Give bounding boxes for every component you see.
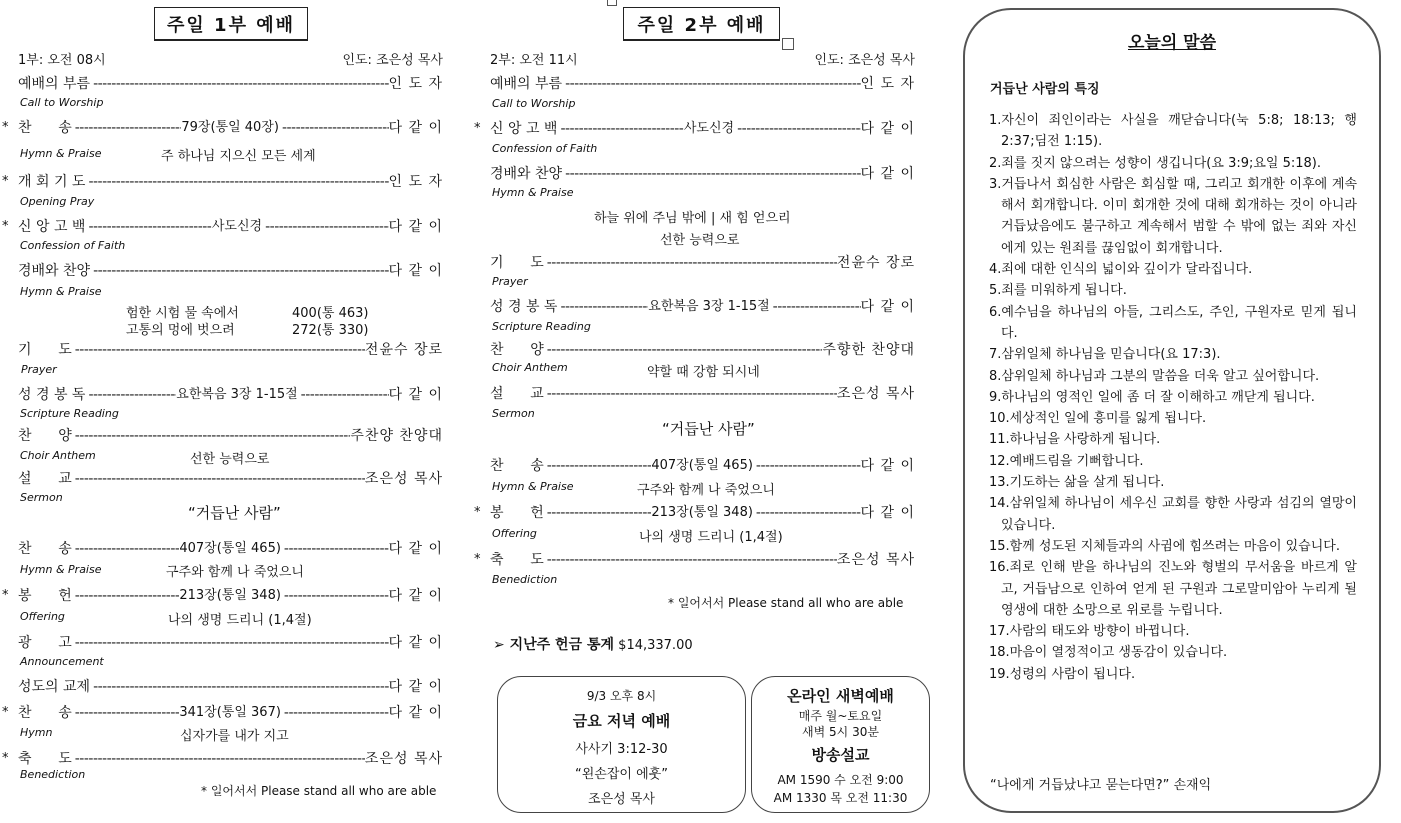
stand-marker: * (2, 219, 9, 234)
order-english-label: Benediction (492, 573, 558, 586)
order-label: 찬 송 (490, 458, 544, 474)
stand-marker: * (2, 120, 9, 135)
order-performer: 다 같 이 (388, 705, 443, 721)
offering-label: ➢ 지난주 헌금 통계 (493, 637, 615, 653)
service2-header (490, 49, 915, 68)
praise-song-1: 험한 시험 물 속에서 400(통 463) (126, 306, 369, 321)
order-label: 예배의 부름 (490, 76, 563, 92)
service2-order-row (490, 164, 915, 184)
order-detail: 213장(통일 348) (651, 505, 753, 520)
word-list-item: 13.기도하는 삶을 살게 됩니다. (989, 475, 1165, 491)
order-english-label: Hymn (20, 726, 53, 739)
order-sub-title: 구주와 함께 나 죽었으니 (637, 483, 775, 498)
service1-sermon-title: “거듭난 사람” (188, 504, 281, 522)
order-english-label: Benediction (20, 768, 86, 781)
stand-marker: * (2, 705, 9, 720)
leader-dashes (544, 456, 652, 476)
word-list-item: 5.죄를 미워하게 됩니다. (989, 283, 1127, 299)
order-label: 기 도 (490, 255, 544, 271)
friday-preacher: 조은성 목사 (588, 792, 655, 807)
leader-dashes (544, 503, 652, 523)
service1-order-row (18, 261, 443, 281)
leader-dashes (85, 217, 211, 237)
order-detail: 407장(통일 465) (179, 541, 281, 556)
order-performer: 전윤수 장로 (364, 342, 443, 358)
order-performer: 전윤수 장로 (836, 255, 915, 271)
friday-service-box (497, 676, 746, 813)
order-performer: 다 같 이 (860, 505, 915, 521)
word-quote: “나에게 거듭났냐고 묻는다면?” 손재익 (990, 778, 1212, 793)
leader-dashes (72, 118, 182, 138)
dawn-days: 매주 월~토요일 (798, 709, 883, 723)
word-list-item: 4.죄에 대한 인식의 넓이와 깊이가 달라집니다. (989, 262, 1253, 278)
service2-title: 주일 2부 예배 (623, 7, 780, 41)
order-performer: 주찬양 찬양대 (350, 428, 443, 444)
praise-song-2: 고통의 멍에 벗으려 272(통 330) (126, 323, 369, 338)
leader-dashes (544, 550, 837, 570)
service1-order-row (18, 385, 443, 405)
order-english-label: Scripture Reading (20, 407, 119, 420)
order-performer: 조은성 목사 (364, 751, 443, 767)
word-list-item: 12.예배드림을 기뻐합니다. (989, 453, 1144, 469)
order-performer: 다 같 이 (860, 166, 915, 182)
service2-sermon-title: “거듭난 사람” (662, 420, 755, 438)
service1-order-row (2, 217, 443, 237)
order-sub-title: 약할 때 강함 되시네 (647, 365, 760, 380)
leader-dashes (72, 469, 365, 489)
order-sub-title: 나의 생명 드리니 (1,4절) (639, 530, 783, 545)
order-performer: 다 같 이 (860, 299, 915, 315)
broadcast-title: 방송설교 (811, 746, 870, 764)
order-label: 찬 송 (18, 541, 72, 557)
order-performer: 다 같 이 (388, 387, 443, 403)
word-list-item: 15.함께 성도된 지체들과의 사귐에 힘쓰려는 마음이 있습니다. (989, 538, 1340, 554)
order-performer: 다 같 이 (388, 120, 444, 136)
word-list-item: 18.마음이 열정적이고 생동감이 있습니다. (989, 645, 1228, 661)
order-label: 찬 송 (18, 120, 72, 136)
order-label: 설 교 (18, 471, 72, 487)
leader-dashes (557, 119, 683, 139)
service2-order-row (490, 253, 915, 273)
order-label: 축 도 (490, 552, 544, 568)
order-performer: 인 도 자 (388, 174, 443, 190)
service2-stand-note: * 일어서서 Please stand all who are able (668, 596, 904, 610)
leader-dashes (734, 119, 860, 139)
order-label: 개 회 기 도 (18, 174, 86, 190)
service1-order-row (18, 74, 443, 94)
friday-scripture: 사사기 3:12-30 (575, 742, 668, 757)
leader-dashes (544, 253, 837, 273)
word-list-item: 16.죄로 인해 받을 하나님의 진노와 형벌의 무서움을 바르게 알고, 거듭남으로 인하여 얻게 된 구원과 그로말미암아 누리게 될 영생에 대한 소망으로 위로를 누립니다. (989, 560, 1357, 618)
service1-order-row (2, 172, 443, 192)
service1-leader: 인도: 조은성 목사 (342, 53, 443, 68)
order-label: 신 앙 고 백 (490, 121, 558, 137)
stand-marker: * (474, 121, 481, 136)
order-english-label: Sermon (492, 407, 535, 420)
service2-order-row (474, 503, 915, 523)
word-list-item: 19.성령의 사람이 됩니다. (989, 666, 1136, 682)
order-sub-title: 나의 생명 드리니 (1,4절) (168, 613, 312, 628)
stand-marker: * (474, 552, 481, 567)
leader-dashes (72, 586, 180, 606)
order-performer: 인 도 자 (860, 76, 915, 92)
service1-time: 1부: 오전 08시 (18, 53, 106, 68)
word-list-item: 1.자신이 죄인이라는 사실을 깨닫습니다(눅 5:8; 18:13; 행 2:37;딤전 1:15). (989, 113, 1357, 150)
word-list (989, 110, 1357, 685)
service2-time: 2부: 오전 11시 (490, 53, 578, 68)
leader-dashes (72, 539, 180, 559)
order-label: 성 경 봉 독 (490, 299, 558, 315)
leader-dashes (90, 261, 388, 281)
dawn-service-box (751, 676, 930, 813)
service1-order-row (2, 749, 443, 769)
move-handle-icon[interactable] (607, 0, 617, 6)
order-english-label: Confession of Faith (20, 239, 126, 252)
order-performer: 조은성 목사 (836, 386, 915, 402)
leader-dashes (72, 426, 351, 446)
service2-leader: 인도: 조은성 목사 (814, 53, 915, 68)
service1-order-row (18, 469, 443, 489)
leader-dashes (279, 118, 389, 138)
word-list-item: 2.죄를 짓지 않으려는 성향이 생깁니다(요 3:9;요일 5:18). (989, 155, 1322, 171)
dawn-title: 온라인 새벽예배 (787, 687, 894, 705)
leader-dashes (544, 384, 837, 404)
todays-word-panel (963, 8, 1381, 813)
order-detail: 341장(통일 367) (179, 705, 281, 720)
order-label: 봉 헌 (18, 588, 72, 604)
order-label: 경배와 찬양 (18, 263, 91, 279)
word-list-item: 7.삼위일체 하나님을 믿습니다(요 17:3). (989, 347, 1221, 363)
stand-marker: * (2, 174, 9, 189)
leader-dashes (753, 456, 861, 476)
order-detail: 요한복음 3장 1-15절 (176, 387, 298, 402)
service1-order-row (18, 340, 443, 360)
order-label: 기 도 (18, 342, 72, 358)
order-english-label: Offering (20, 610, 65, 623)
leader-dashes (281, 539, 389, 559)
service2-order-row (474, 550, 915, 570)
leader-dashes (72, 340, 365, 360)
order-performer: 다 같 이 (388, 635, 443, 651)
order-english-label: Prayer (21, 363, 57, 376)
order-label: 경배와 찬양 (490, 166, 563, 182)
order-sub-title: 구주와 함께 나 죽었으니 (166, 565, 304, 580)
stand-marker: * (2, 751, 9, 766)
order-english-label: Hymn & Praise (492, 186, 574, 199)
order-english-label: Opening Pray (20, 195, 95, 208)
stand-marker: * (474, 505, 481, 520)
service2-order-row (474, 119, 915, 139)
word-list-item: 8.삼위일체 하나님과 그분의 말씀을 더욱 알고 싶어합니다. (989, 368, 1320, 384)
service2-praise-line-1: 하늘 위에 주님 밖에 | 새 힘 얻으리 (594, 211, 791, 226)
friday-title: 금요 저녁 예배 (572, 712, 671, 730)
word-title: 오늘의 말씀 (1127, 33, 1217, 53)
leader-dashes (72, 633, 389, 653)
leader-dashes (72, 703, 180, 723)
order-label: 예배의 부름 (18, 76, 91, 92)
leader-dashes (298, 385, 389, 405)
order-detail: 407장(통일 465) (651, 458, 753, 473)
order-english-label: Hymn & Praise (20, 563, 102, 576)
stand-marker: * (2, 588, 9, 603)
order-label: 찬 송 (18, 705, 72, 721)
order-english-label: Hymn & Praise (20, 285, 102, 298)
service1-order-row (18, 426, 443, 446)
word-list-item: 9.하나님의 영적인 일에 좀 더 잘 이해하고 깨닫게 됩니다. (989, 389, 1315, 405)
order-english-label: Choir Anthem (492, 361, 568, 374)
dawn-time: 새벽 5시 30분 (802, 725, 879, 739)
order-english-label: Offering (492, 527, 537, 540)
leader-dashes (90, 74, 388, 94)
order-english-label: Scripture Reading (492, 320, 591, 333)
order-performer: 다 같 이 (388, 588, 443, 604)
order-detail: 사도신경 (683, 121, 735, 136)
service2-order-row (490, 456, 915, 476)
leader-dashes (90, 677, 388, 697)
service1-order-row (2, 703, 443, 723)
order-label: 성도의 교제 (18, 679, 91, 695)
order-label: 신 앙 고 백 (18, 219, 86, 235)
order-label: 축 도 (18, 751, 72, 767)
leader-dashes (557, 297, 648, 317)
broadcast-2: AM 1330 목 오전 11:30 (773, 791, 908, 805)
order-english-label: Hymn & Praise (492, 480, 574, 493)
order-detail: 사도신경 (211, 219, 263, 234)
order-performer: 다 같 이 (388, 679, 443, 695)
service1-order-row (2, 118, 444, 138)
word-list-item: 14.삼위일체 하나님이 세우신 교회를 향한 사랑과 섬김의 열망이 있습니다. (989, 496, 1357, 533)
order-english-label: Hymn & Praise (20, 147, 102, 160)
service1-column (2, 0, 444, 823)
order-performer: 인 도 자 (388, 76, 443, 92)
friday-sermon: “왼손잡이 에훗” (575, 767, 668, 782)
service2-praise-line-2: 선한 능력으로 (660, 233, 740, 248)
order-english-label: Confession of Faith (492, 142, 598, 155)
order-english-label: Sermon (20, 491, 63, 504)
leader-dashes (753, 503, 861, 523)
offering-amount: $14,337.00 (618, 638, 693, 653)
word-subtitle: 거듭난 사람의 특징 (990, 82, 1100, 97)
order-label: 봉 헌 (490, 505, 544, 521)
word-list-item: 10.세상적인 일에 흥미를 잃게 됩니다. (989, 411, 1207, 427)
leader-dashes (85, 385, 176, 405)
order-performer: 다 같 이 (860, 458, 915, 474)
broadcast-1: AM 1590 수 오전 9:00 (777, 773, 904, 787)
leader-dashes (281, 703, 389, 723)
leader-dashes (262, 217, 388, 237)
service2-order-row (490, 74, 915, 94)
order-english-label: Prayer (492, 275, 528, 288)
leader-dashes (72, 749, 365, 769)
order-performer: 다 같 이 (388, 219, 443, 235)
order-sub-title: 주 하나님 지으신 모든 세계 (161, 149, 316, 164)
offering-stats (493, 634, 693, 654)
service2-order-row (490, 384, 915, 404)
service2-order-row (490, 340, 915, 360)
order-performer: 조은성 목사 (836, 552, 915, 568)
order-english-label: Announcement (20, 655, 104, 668)
service1-order-row (18, 633, 443, 653)
order-label: 찬 양 (18, 428, 72, 444)
service1-order-row (18, 677, 443, 697)
leader-dashes (85, 172, 388, 192)
leader-dashes (770, 297, 861, 317)
order-label: 찬 양 (490, 342, 544, 358)
order-performer: 다 같 이 (388, 541, 443, 557)
leader-dashes (562, 164, 860, 184)
service1-header (18, 49, 443, 68)
order-performer: 주향한 찬양대 (822, 342, 915, 358)
order-label: 광 고 (18, 635, 72, 651)
order-sub-title: 십자가를 내가 지고 (180, 729, 289, 744)
word-list-item: 17.사람의 태도와 방향이 바뀝니다. (989, 624, 1190, 640)
service1-title: 주일 1부 예배 (154, 7, 308, 41)
order-performer: 다 같 이 (388, 263, 443, 279)
order-detail: 요한복음 3장 1-15절 (648, 299, 770, 314)
leader-dashes (562, 74, 860, 94)
service1-stand-note: * 일어서서 Please stand all who are able (201, 784, 437, 798)
service1-order-row (18, 539, 443, 559)
order-sub-title: 선한 능력으로 (190, 452, 270, 467)
word-list-item: 6.예수님을 하나님의 아들, 그리스도, 주인, 구원자로 믿게 됩니다. (989, 304, 1357, 341)
order-label: 성 경 봉 독 (18, 387, 86, 403)
order-detail: 79장(통일 40장) (181, 120, 279, 135)
order-english-label: Call to Worship (492, 97, 576, 110)
service1-order-row (2, 586, 443, 606)
order-english-label: Call to Worship (20, 96, 104, 109)
friday-date: 9/3 오후 8시 (586, 689, 657, 703)
order-performer: 다 같 이 (860, 121, 915, 137)
order-performer: 조은성 목사 (364, 471, 443, 487)
leader-dashes (544, 340, 823, 360)
word-list-item: 3.거듭나서 회심한 사람은 회심할 때, 그리고 회개한 이후에 계속해서 회개합니다. 이미 회개한 것에 대해 회개하는 것이 아니라 거듭났음에도 불구하고 계속해서 범할 수 밖에 없는 죄와 자신에게 있는 원죄를 끊임없이 회개합니다. (989, 176, 1357, 256)
leader-dashes (281, 586, 389, 606)
word-list-item: 11.하나님을 사랑하게 됩니다. (989, 432, 1161, 448)
order-english-label: Choir Anthem (20, 449, 96, 462)
order-label: 설 교 (490, 386, 544, 402)
service2-order-row (490, 297, 915, 317)
order-detail: 213장(통일 348) (179, 588, 281, 603)
